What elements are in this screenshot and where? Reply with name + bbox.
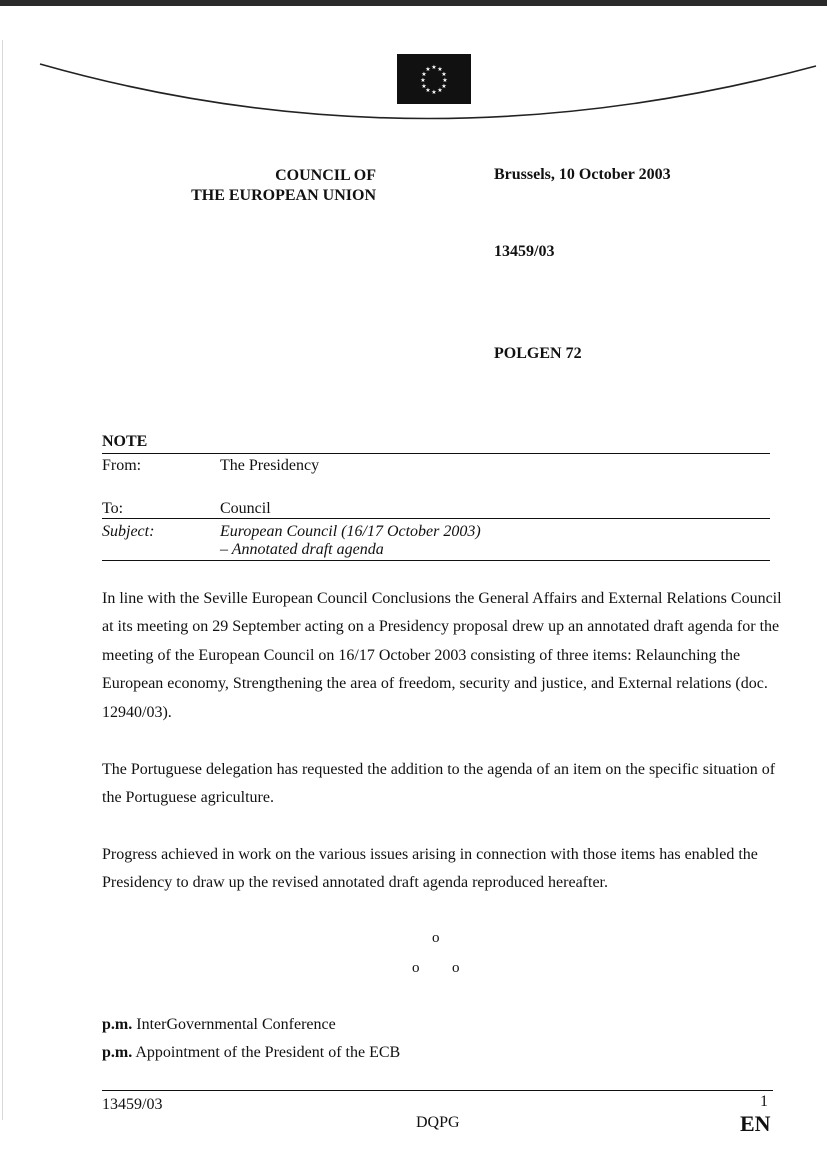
body-paragraph-2 [102, 756, 782, 813]
svg-text:★: ★ [441, 71, 447, 78]
footer-doc-number: 13459/03 [102, 1096, 163, 1113]
council-line-1: COUNCIL OF [275, 167, 376, 184]
body-paragraph-3 [102, 841, 782, 898]
eu-flag-icon [397, 54, 471, 104]
separator-left: o [412, 960, 420, 976]
footer-unit: DQPG [416, 1114, 460, 1131]
note-rule-top [102, 453, 770, 454]
svg-text:★: ★ [431, 64, 437, 71]
pm-item [102, 1044, 400, 1062]
paragraph-text: Progress achieved in work on the various issues arising in connection with those items has enabled the Presidency to draw up the revised annotated draft agenda reproduced hereafter. [102, 846, 758, 892]
date-line: Brussels, 10 October 2003 [494, 166, 671, 183]
note-title: NOTE [102, 433, 148, 450]
page-number: 1 [760, 1093, 768, 1110]
subject-line-1: European Council (16/17 October 2003) [220, 523, 481, 540]
council-heading [170, 166, 376, 206]
separator-right: o [452, 960, 460, 976]
footer-rule [102, 1090, 773, 1091]
svg-text:★: ★ [420, 77, 426, 84]
to-label: To: [102, 500, 124, 517]
subject-label: Subject: [102, 523, 155, 540]
pm-item [102, 1016, 336, 1034]
svg-text:★: ★ [442, 77, 448, 84]
svg-text:★: ★ [431, 89, 437, 96]
svg-text:★: ★ [425, 66, 431, 73]
separator-top: o [432, 930, 440, 946]
polgen-code: POLGEN 72 [494, 345, 582, 362]
note-rule-middle [102, 518, 770, 519]
left-margin-line [2, 40, 3, 1120]
svg-text:★: ★ [421, 71, 427, 78]
from-label: From: [102, 457, 142, 474]
svg-text:★: ★ [441, 83, 447, 90]
svg-text:★: ★ [421, 83, 427, 90]
language-code: EN [740, 1111, 771, 1136]
svg-text:★: ★ [437, 66, 443, 73]
note-rule-bottom [102, 560, 770, 561]
pm-prefix: p.m. [102, 1044, 133, 1061]
pm-text: Appointment of the President of the ECB [135, 1044, 401, 1061]
subject-line-2: – Annotated draft agenda [220, 541, 384, 558]
paragraph-text: The Portuguese delegation has requested the addition to the agenda of an item on the specific situation of the Portuguese agriculture. [102, 761, 776, 807]
from-value: The Presidency [220, 457, 320, 474]
pm-prefix: p.m. [102, 1016, 133, 1033]
svg-text:★: ★ [425, 87, 431, 94]
body-paragraph-1 [102, 585, 782, 727]
council-line-2: THE EUROPEAN UNION [191, 187, 376, 204]
document-number: 13459/03 [494, 243, 555, 260]
svg-text:★: ★ [437, 87, 443, 94]
pm-text: InterGovernmental Conference [136, 1016, 336, 1033]
to-value: Council [220, 500, 271, 517]
paragraph-text: In line with the Seville European Council Conclusions the General Affairs and External Relations Council at its meeting on 29 September acting on a Presidency proposal drew up an annotated draft agenda for the meeting of the European Council on 16/17 October 2003 consisting of three items: Relaunching the European economy, Strengthening the area of freedom, security and justice, and External relations (doc. 12940/03). [102, 590, 782, 721]
